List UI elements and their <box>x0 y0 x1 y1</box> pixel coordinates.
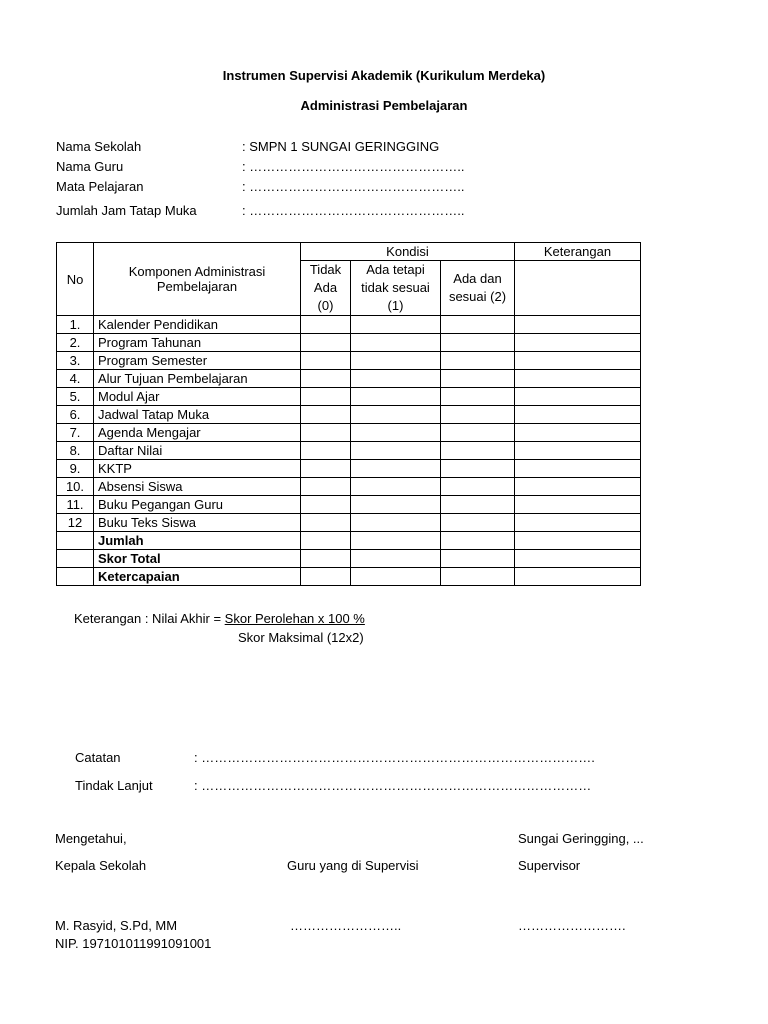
table-row <box>57 514 641 532</box>
formula-prefix: Keterangan : Nilai Akhir = <box>74 611 225 626</box>
score-ada-sesuai-cell <box>441 496 515 514</box>
summary-row <box>57 568 641 586</box>
score-tidak-ada-cell <box>301 334 351 352</box>
row-number: 5. <box>57 388 94 406</box>
row-number: 7. <box>57 424 94 442</box>
row-number: 11. <box>57 496 94 514</box>
document-subtitle: Administrasi Pembelajaran <box>300 98 468 113</box>
info-label-mapel: Mata Pelajaran <box>56 179 144 194</box>
header-kondisi: Kondisi <box>301 243 515 261</box>
summary-number-cell <box>57 550 94 568</box>
keterangan-cell <box>515 496 641 514</box>
keterangan-cell <box>515 514 641 532</box>
catatan-value: : ………………………………………………………………………………. <box>194 750 595 765</box>
score-tidak-ada-cell <box>301 478 351 496</box>
keterangan-cell <box>515 424 641 442</box>
score-ada-sesuai-cell <box>441 424 515 442</box>
info-label-guru: Nama Guru <box>56 159 124 174</box>
score-ada-sesuai-cell <box>441 370 515 388</box>
score-ada-sesuai-cell <box>441 550 515 568</box>
mengetahui-text: Mengetahui, <box>55 831 127 846</box>
header-ada-sesuai: Ada dan sesuai (2) <box>441 261 515 316</box>
kepala-sekolah-label: Kepala Sekolah <box>55 858 147 873</box>
row-item: Program Tahunan <box>94 334 301 352</box>
row-number: 12 <box>57 514 94 532</box>
header-keterangan-blank <box>515 261 641 316</box>
tindak-lanjut-value: : ……………………………………………………………………………… <box>194 778 592 793</box>
score-ada-tidak-sesuai-cell <box>351 568 441 586</box>
table-body <box>57 316 641 586</box>
header-keterangan: Keterangan <box>515 243 641 261</box>
header-komponen: Komponen Administrasi Pembelajaran <box>94 243 301 316</box>
table-row <box>57 388 641 406</box>
formula-line <box>74 611 365 627</box>
row-item: Program Semester <box>94 352 301 370</box>
score-ada-sesuai-cell <box>441 460 515 478</box>
score-ada-tidak-sesuai-cell <box>351 478 441 496</box>
guru-label: Guru yang di Supervisi <box>287 858 419 873</box>
score-tidak-ada-cell <box>301 388 351 406</box>
table-row <box>57 370 641 388</box>
row-number: 10. <box>57 478 94 496</box>
keterangan-cell <box>515 352 641 370</box>
score-ada-tidak-sesuai-cell <box>351 334 441 352</box>
score-ada-tidak-sesuai-cell <box>351 460 441 478</box>
table-row <box>57 460 641 478</box>
table-row <box>57 478 641 496</box>
summary-number-cell <box>57 532 94 550</box>
keterangan-cell <box>515 406 641 424</box>
score-tidak-ada-cell <box>301 406 351 424</box>
summary-row <box>57 532 641 550</box>
keterangan-cell <box>515 442 641 460</box>
info-label-sekolah: Nama Sekolah <box>56 139 142 154</box>
row-item: Modul Ajar <box>94 388 301 406</box>
row-number: 4. <box>57 370 94 388</box>
score-tidak-ada-cell <box>301 532 351 550</box>
score-ada-sesuai-cell <box>441 316 515 334</box>
row-number: 2. <box>57 334 94 352</box>
formula-numerator: Skor Perolehan x 100 % <box>224 611 365 626</box>
row-item: Absensi Siswa <box>94 478 301 496</box>
row-number: 1. <box>57 316 94 334</box>
info-value-jam: : ………………………………………….. <box>242 203 465 218</box>
score-ada-tidak-sesuai-cell <box>351 316 441 334</box>
supervision-table <box>56 242 641 586</box>
row-item: Daftar Nilai <box>94 442 301 460</box>
score-ada-sesuai-cell <box>441 514 515 532</box>
score-ada-sesuai-cell <box>441 388 515 406</box>
score-ada-sesuai-cell <box>441 532 515 550</box>
kepala-sekolah-name: M. Rasyid, S.Pd, MM <box>55 918 178 933</box>
row-item: Alur Tujuan Pembelajaran <box>94 370 301 388</box>
score-ada-tidak-sesuai-cell <box>351 370 441 388</box>
table-header-row <box>57 243 641 261</box>
table-row <box>57 442 641 460</box>
place-date: Sungai Geringging, ... <box>518 831 644 846</box>
info-label-jam: Jumlah Jam Tatap Muka <box>56 203 197 218</box>
row-number: 9. <box>57 460 94 478</box>
supervisor-label: Supervisor <box>518 858 581 873</box>
score-tidak-ada-cell <box>301 424 351 442</box>
table-row <box>57 424 641 442</box>
keterangan-cell <box>515 532 641 550</box>
tindak-lanjut-label: Tindak Lanjut <box>75 778 153 793</box>
table-row <box>57 334 641 352</box>
row-item: Buku Teks Siswa <box>94 514 301 532</box>
keterangan-cell <box>515 568 641 586</box>
header-no: No <box>57 243 94 316</box>
score-tidak-ada-cell <box>301 568 351 586</box>
score-ada-sesuai-cell <box>441 568 515 586</box>
score-tidak-ada-cell <box>301 460 351 478</box>
score-ada-tidak-sesuai-cell <box>351 550 441 568</box>
score-tidak-ada-cell <box>301 316 351 334</box>
row-item: Buku Pegangan Guru <box>94 496 301 514</box>
guru-name: …………………….. <box>290 918 402 933</box>
score-ada-tidak-sesuai-cell <box>351 532 441 550</box>
row-item: Jadwal Tatap Muka <box>94 406 301 424</box>
row-item: Kalender Pendidikan <box>94 316 301 334</box>
score-tidak-ada-cell <box>301 352 351 370</box>
info-value-mapel: : ………………………………………….. <box>242 179 465 194</box>
catatan-label: Catatan <box>75 750 121 765</box>
row-number: 8. <box>57 442 94 460</box>
keterangan-cell <box>515 478 641 496</box>
table-row <box>57 352 641 370</box>
summary-number-cell <box>57 568 94 586</box>
info-value-guru: : ………………………………………….. <box>242 159 465 174</box>
row-number: 6. <box>57 406 94 424</box>
formula-denominator: Skor Maksimal (12x2) <box>238 630 364 645</box>
score-ada-sesuai-cell <box>441 352 515 370</box>
summary-label: Skor Total <box>94 550 301 568</box>
score-ada-tidak-sesuai-cell <box>351 496 441 514</box>
keterangan-cell <box>515 334 641 352</box>
summary-row <box>57 550 641 568</box>
score-tidak-ada-cell <box>301 496 351 514</box>
score-ada-sesuai-cell <box>441 406 515 424</box>
score-tidak-ada-cell <box>301 442 351 460</box>
keterangan-cell <box>515 316 641 334</box>
score-ada-sesuai-cell <box>441 478 515 496</box>
summary-label: Jumlah <box>94 532 301 550</box>
info-value-sekolah: : SMPN 1 SUNGAI GERINGGING <box>242 139 440 154</box>
score-ada-tidak-sesuai-cell <box>351 514 441 532</box>
row-number: 3. <box>57 352 94 370</box>
score-ada-tidak-sesuai-cell <box>351 442 441 460</box>
supervisor-name: ……………………. <box>518 918 626 933</box>
score-tidak-ada-cell <box>301 514 351 532</box>
score-tidak-ada-cell <box>301 370 351 388</box>
score-ada-tidak-sesuai-cell <box>351 388 441 406</box>
keterangan-cell <box>515 550 641 568</box>
score-tidak-ada-cell <box>301 550 351 568</box>
summary-label: Ketercapaian <box>94 568 301 586</box>
table-row <box>57 496 641 514</box>
row-item: Agenda Mengajar <box>94 424 301 442</box>
keterangan-cell <box>515 370 641 388</box>
keterangan-cell <box>515 388 641 406</box>
score-ada-sesuai-cell <box>441 442 515 460</box>
table-row <box>57 316 641 334</box>
score-ada-tidak-sesuai-cell <box>351 424 441 442</box>
kepala-sekolah-nip: NIP. 197101011991091001 <box>55 936 212 951</box>
row-item: KKTP <box>94 460 301 478</box>
score-ada-tidak-sesuai-cell <box>351 352 441 370</box>
header-tidak-ada: Tidak Ada (0) <box>301 261 351 316</box>
keterangan-cell <box>515 460 641 478</box>
header-ada-tidak-sesuai: Ada tetapi tidak sesuai (1) <box>351 261 441 316</box>
document-title: Instrumen Supervisi Akademik (Kurikulum Merdeka) <box>222 68 546 83</box>
table-row <box>57 406 641 424</box>
score-ada-sesuai-cell <box>441 334 515 352</box>
score-ada-tidak-sesuai-cell <box>351 406 441 424</box>
